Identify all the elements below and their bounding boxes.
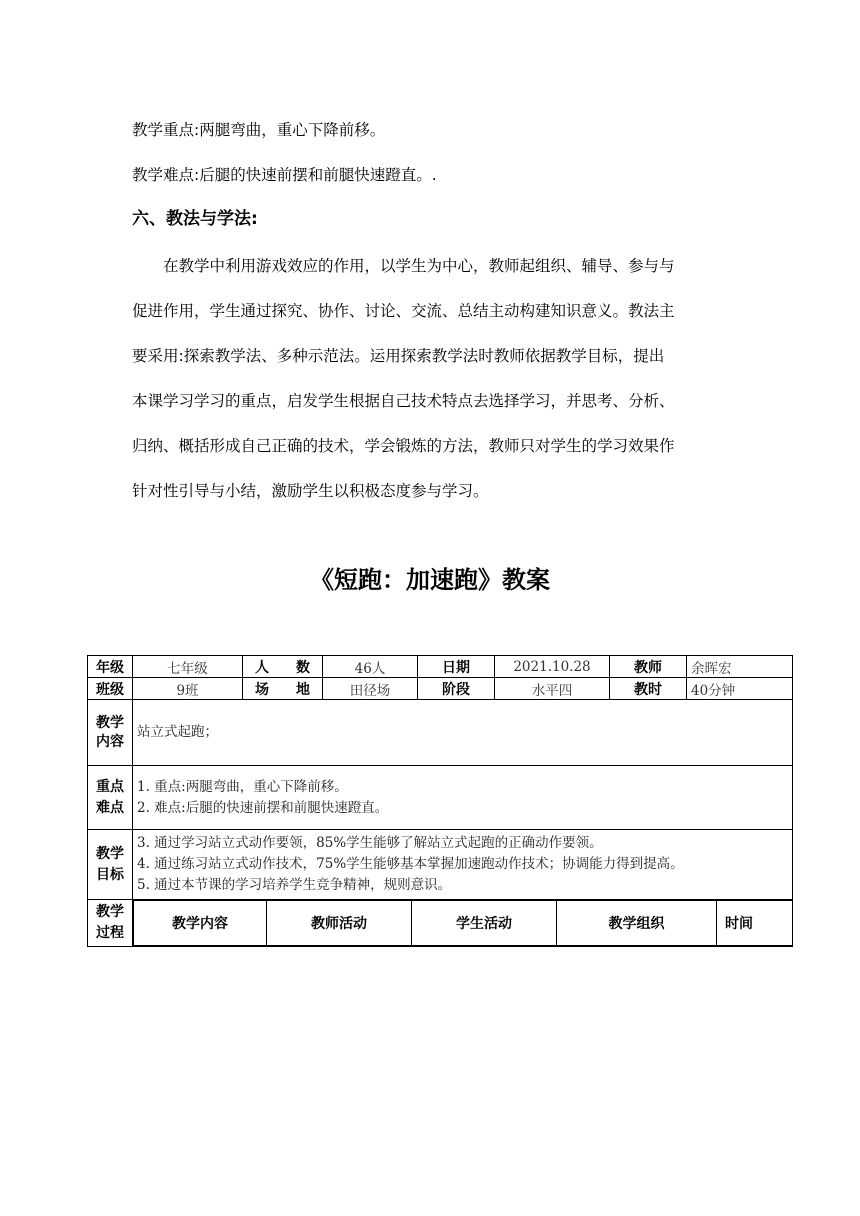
goals-label [88, 830, 133, 900]
goals-item: 5. 通过本节课的学习培养学生竞争精神，规则意识。 [137, 877, 452, 893]
lesson-plan-table [87, 655, 793, 947]
process-col-header: 教师活动 [267, 901, 412, 946]
count-label-b: 数 [296, 659, 310, 676]
paragraph-line: 本课学习学习的重点，启发学生根据自己技术特点去选择学习，并思考、分析、 [132, 392, 675, 410]
goals-text [133, 830, 793, 900]
hours-value: 40分钟 [687, 678, 793, 700]
count-label [243, 656, 323, 678]
process-col-header: 教学内容 [134, 901, 267, 946]
paragraph-line: 要采用:探索教学法、多种示范法。运用探索教学法时教师依据教学目标，提出 [132, 347, 665, 365]
process-columns [133, 900, 793, 947]
process-label-a: 教学 [96, 904, 124, 920]
process-row [88, 900, 793, 947]
process-col-header: 学生活动 [412, 901, 557, 946]
class-value: 9班 [133, 678, 243, 700]
keys-row [88, 766, 793, 830]
content-label-b: 内容 [96, 733, 124, 750]
difficulty-line: 教学难点:后腿的快速前摆和前腿快速蹬直。. [132, 166, 437, 184]
goals-row [88, 830, 793, 900]
content-label [88, 700, 133, 766]
paragraph-line: 归纳、概括形成自己正确的技术，学会锻炼的方法，教师只对学生的学习效果作 [132, 437, 675, 455]
paragraph-line: 在教学中利用游戏效应的作用，以学生为中心，教师起组织、辅导、参与与 [163, 257, 675, 275]
info-row-1 [88, 656, 793, 678]
section-heading: 六、教法与学法: [132, 209, 258, 229]
date-value: 2021.10.28 [495, 656, 610, 678]
keys-item: 2. 难点:后腿的快速前摆和前腿快速蹬直。 [137, 799, 389, 816]
keys-label-b: 难点 [96, 799, 124, 816]
key-point-line: 教学重点:两腿弯曲，重心下降前移。 [132, 121, 386, 139]
process-col-header: 教学组织 [557, 901, 717, 946]
process-label-b: 过程 [96, 925, 124, 941]
goals-item: 3. 通过学习站立式动作要领，85%学生能够了解站立式起跑的正确动作要领。 [137, 835, 603, 851]
count-label-a: 人 [255, 659, 269, 676]
content-text: 站立式起跑； [133, 700, 793, 766]
process-col-header: 时间 [717, 901, 793, 946]
paragraph-line: 促进作用，学生通过探究、协作、讨论、交流、总结主动构建知识意义。教法主 [132, 302, 675, 320]
teacher-label: 教师 [610, 656, 687, 678]
goals-label-b: 目标 [96, 866, 124, 883]
teacher-value: 余晖宏 [687, 656, 793, 678]
keys-text [133, 766, 793, 830]
goals-item: 4. 通过练习站立式动作技术，75%学生能够基本掌握加速跑动作技术；协调能力得到提高。 [137, 856, 684, 872]
process-header-table [133, 900, 793, 946]
hours-label: 教时 [610, 678, 687, 700]
content-row [88, 700, 793, 766]
plan-title: 《短跑：加速跑》教案 [310, 565, 550, 594]
venue-label-b: 地 [296, 681, 310, 698]
date-label: 日期 [418, 656, 495, 678]
count-value: 46人 [323, 656, 418, 678]
goals-label-a: 教学 [96, 845, 124, 862]
keys-label [88, 766, 133, 830]
keys-item: 1. 重点:两腿弯曲，重心下降前移。 [137, 778, 348, 795]
venue-label-a: 场 [255, 681, 269, 698]
info-row-2 [88, 678, 793, 700]
paragraph-line: 针对性引导与小结，激励学生以积极态度参与学习。 [132, 482, 489, 500]
venue-value: 田径场 [323, 678, 418, 700]
stage-value: 水平四 [495, 678, 610, 700]
stage-label: 阶段 [418, 678, 495, 700]
content-label-a: 教学 [96, 714, 124, 731]
grade-label: 年级 [88, 656, 133, 678]
venue-label [243, 678, 323, 700]
process-label [88, 900, 133, 947]
keys-label-a: 重点 [96, 778, 124, 795]
class-label: 班级 [88, 678, 133, 700]
grade-value: 七年级 [133, 656, 243, 678]
